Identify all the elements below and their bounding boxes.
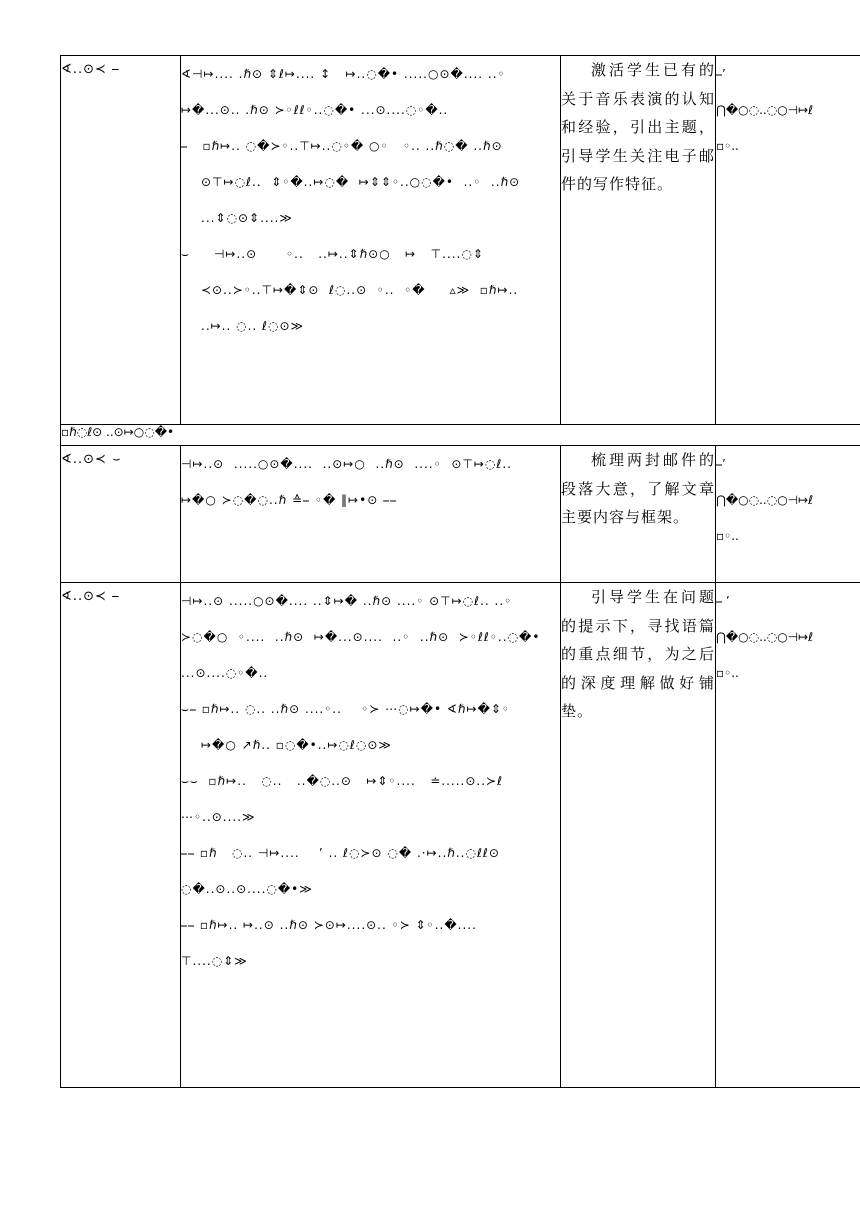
activity-line: ⌣ ⊣↦..⊙ ◦.. ..↦..⇕ℏ⊙○ ↦ ⊤....◌⇕ bbox=[181, 247, 484, 261]
activity-line: ↦�...⊙.. .ℏ⊙ ≻◦ℓℓ◦..◌�• ...⊙....◌◦�.. bbox=[181, 103, 449, 117]
activity-line: ≻◌�○ ◦.... ..ℏ⊙ ↦�...⊙.... ..◦ ..ℏ⊙ ≻◦ℓℓ◦..◌�• bbox=[181, 630, 541, 644]
activity-line: ∢⊣↦.... .ℏ⊙ ⇕ℓ↦.... ↕ ↦..◌�• .....○⊙�.... ..◦ bbox=[181, 67, 506, 81]
activity-line: ⊤....◌⇕≫ bbox=[181, 954, 248, 968]
activity-line: ⊙⊤↦◌ℓ.. ⇕◦�..↦◌� ↦⇕⇕◦..○◌�• ..◦ ..ℏ⊙ bbox=[201, 175, 521, 189]
notes-cell bbox=[716, 446, 860, 583]
note-line: ⎯’ bbox=[716, 67, 726, 81]
table-row bbox=[61, 583, 860, 1088]
step-label: ∢..⊙≺ ⌣ bbox=[61, 446, 181, 583]
activity-line: ⎯⎯ ▫ℏ↦.. ↦..⊙ ..ℏ⊙ ≻⊙↦....⊙.. ◦≻ ⇕◦..�.... bbox=[181, 918, 477, 932]
table-row bbox=[61, 446, 860, 583]
activity-line: ↦�○ ≻◌�◌..ℏ ≙⎯ ◦� ‖↦•⊙ ⎯⎯ bbox=[181, 493, 398, 507]
activity-line: ⌣⎯ ▫ℏ↦.. ◌.. ..ℏ⊙ ....◦.. ◦≻ ⋯◌↦�• ∢ℏ↦�⇕◦ bbox=[181, 702, 511, 716]
table-row bbox=[61, 56, 860, 425]
note-line: ⋂�○◌..◌○⊣↦ℓ bbox=[716, 493, 814, 507]
activity-line: ↦�○ ↗ℏ.. ▫◌�•..↦◌ℓ◌⊙≫ bbox=[201, 738, 392, 752]
note-line: ▫◦.. bbox=[716, 139, 739, 153]
activity-line: ⊣↦..⊙ .....○⊙�.... ..⊙↦○ ..ℏ⊙ ....◦ ⊙⊤↦◌ℓ.. bbox=[181, 457, 512, 471]
step-label: ∢..⊙≺ ⎯ bbox=[61, 56, 181, 425]
note-line: ⎯ ’ bbox=[716, 594, 730, 608]
objective-text: 梳理两封邮件的段落大意，了解文章主要内容与框架。 bbox=[561, 446, 716, 583]
lesson-plan-table bbox=[60, 55, 860, 1088]
section-row bbox=[61, 425, 860, 446]
activity-line: ...⊙....◌◦�.. bbox=[181, 666, 269, 680]
objective-text: 引导学生在问题的提示下，寻找语篇的重点细节，为之后的深度理解做好铺垫。 bbox=[561, 583, 716, 1088]
note-line: ▫◦.. bbox=[716, 529, 739, 543]
note-line: ⎯’ bbox=[716, 457, 726, 471]
activity-line: ⌣⌣ ▫ℏ↦.. ◌.. ..�◌..⊙ ↦⇕◦.... ≐.....⊙..≻ℓ bbox=[181, 774, 504, 788]
activity-line: ...⇕◌⊙⇕....≫ bbox=[201, 211, 293, 225]
note-line: ▫◦.. bbox=[716, 666, 739, 680]
objective-text: 激活学生已有的关于音乐表演的认知和经验，引出主题，引导学生关注电子邮件的写作特征。 bbox=[561, 56, 716, 425]
activity-line: ⊣↦..⊙ .....○⊙�.... ..⇕↦� ..ℏ⊙ ....◦ ⊙⊤↦◌ℓ.. ..◦ bbox=[181, 594, 513, 608]
activity-line: ◌�..⊙..⊙....◌�•≫ bbox=[181, 882, 313, 896]
note-line: ⋂�○◌..◌○⊣↦ℓ bbox=[716, 103, 814, 117]
activity-line: ..↦.. ◌.. ℓ◌⊙≫ bbox=[201, 319, 305, 333]
notes-cell bbox=[716, 56, 860, 425]
section-heading: ▫ℏ◌ℓ⊙ ..⊙↦○◌�• bbox=[61, 425, 860, 446]
activity-line: ≺⊙..≻◦..⊤↦�⇕⊙ ℓ◌..⊙ ◦.. ◦� ▵≫ ▫ℏ↦.. bbox=[201, 283, 519, 297]
step-label: ∢..⊙≺ ⎯ bbox=[61, 583, 181, 1088]
activity-cell bbox=[181, 583, 561, 1088]
activity-line: ⋯◦..⊙....≫ bbox=[181, 810, 256, 824]
note-line: ⋂�○◌..◌○⊣↦ℓ bbox=[716, 630, 814, 644]
notes-cell bbox=[716, 583, 860, 1088]
activity-line: ⎯⎯ ▫ℏ ◌.. ⊣↦.... ’ .. ℓ◌≻⊙ ◌� .·↦..ℏ..◌ℓℓ⊙ bbox=[181, 846, 500, 860]
activity-cell bbox=[181, 56, 561, 425]
activity-line: ⎯ ▫ℏ↦.. ◌�≻◦..⊤↦..◌◦� ○◦ ◦.. ..ℏ◌� ..ℏ⊙ bbox=[181, 139, 503, 153]
activity-cell bbox=[181, 446, 561, 583]
